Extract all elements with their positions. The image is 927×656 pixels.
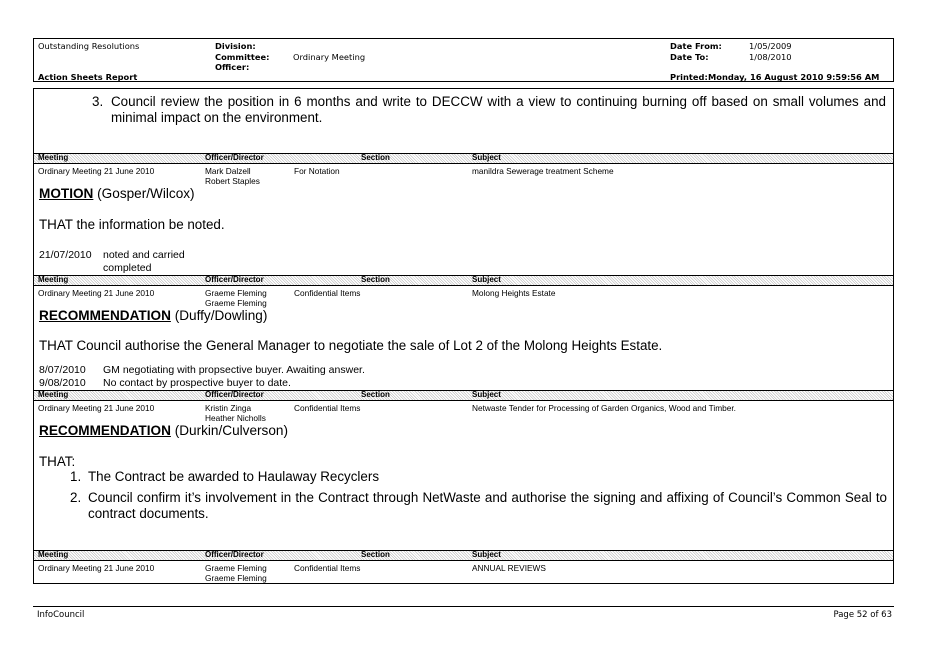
item-meeting: Ordinary Meeting 21 June 2010 [38,166,155,176]
col-section: Section [361,153,390,162]
item-officer: Graeme Fleming [205,563,267,573]
col-meeting: Meeting [38,550,69,559]
continuation-number: 3. [92,94,104,109]
point-text: Council confirm it’s involvement in the Contract through NetWaste and authorise the signing and affixing of Council’s Common Seal to [88,490,887,505]
col-meeting: Meeting [38,153,69,162]
resolution-text: THAT Council authorise the General Manager to negotiate the sale of Lot 2 of the Molong Heights Estate. [39,338,663,353]
col-subject: Subject [472,390,501,399]
col-subject: Subject [472,550,501,559]
col-section: Section [361,550,390,559]
committee-label: Committee: [215,52,270,62]
item-meeting: Ordinary Meeting 21 June 2010 [38,288,155,298]
resolution-heading [39,308,267,324]
resolution-type: RECOMMENDATION [39,308,171,323]
note-text: No contact by prospective buyer to date. [103,377,291,389]
item-subject: ANNUAL REVIEWS [472,563,546,573]
printed-value: Monday, 16 August 2010 9:59:56 AM [708,72,880,82]
col-section: Section [361,390,390,399]
col-meeting: Meeting [38,275,69,284]
footer-brand: InfoCouncil [37,610,85,620]
item-section: For Notation [294,166,340,176]
resolution-heading [39,186,195,202]
column-header-bar [34,390,893,401]
item-officer: Graeme Fleming [205,298,267,308]
report-type: Action Sheets Report [38,72,138,82]
col-officer: Officer/Director [205,275,264,284]
item-section: Confidential Items [294,403,361,413]
action-sheet-body [33,88,894,584]
printed-label: Printed: [670,72,708,82]
note-text: GM negotiating with propsective buyer. Awaiting answer. [103,364,365,376]
date-to-value: 1/08/2010 [749,52,792,62]
col-subject: Subject [472,153,501,162]
point-number: 1. [70,469,82,484]
note-text: completed [103,262,152,274]
col-officer: Officer/Director [205,550,264,559]
col-officer: Officer/Director [205,153,264,162]
item-officer: Heather Nicholls [205,413,266,423]
date-from-value: 1/05/2009 [749,41,792,51]
point-text: The Contract be awarded to Haulaway Recyclers [88,469,380,484]
page-number: Page 52 of 63 [833,610,892,620]
col-officer: Officer/Director [205,390,264,399]
resolution-heading [39,423,288,439]
resolution-text: THAT the information be noted. [39,217,225,232]
item-meeting: Ordinary Meeting 21 June 2010 [38,403,155,413]
note-date: 8/07/2010 [39,364,86,376]
item-subject: Molong Heights Estate [472,288,556,298]
item-subject: manildra Sewerage treatment Scheme [472,166,614,176]
item-section: Confidential Items [294,288,361,298]
resolution-movers: (Durkin/Culverson) [174,423,288,438]
division-label: Division: [215,41,256,51]
item-meeting: Ordinary Meeting 21 June 2010 [38,563,155,573]
item-subject: Netwaste Tender for Processing of Garden Organics, Wood and Timber. [472,403,736,413]
note-date: 9/08/2010 [39,377,86,389]
item-officer: Kristin Zinga [205,403,252,413]
resolution-type: MOTION [39,186,94,201]
point-text: contract documents. [88,506,209,521]
resolution-movers: (Duffy/Dowling) [174,308,268,323]
resolution-type: RECOMMENDATION [39,423,171,438]
col-meeting: Meeting [38,390,69,399]
column-header-bar [34,153,893,164]
date-from-label: Date From: [670,41,722,51]
report-header [33,38,894,82]
resolution-movers: (Gosper/Wilcox) [97,186,195,201]
date-to-label: Date To: [670,52,709,62]
col-section: Section [361,275,390,284]
report-name: Outstanding Resolutions [38,41,140,51]
item-officer: Graeme Fleming [205,573,267,583]
item-officer: Robert Staples [205,176,260,186]
officer-label: Officer: [215,62,250,72]
note-text: noted and carried [103,249,185,261]
continuation-line-1: Council review the position in 6 months and write to DECCW with a view to continuing burning off based on small volumes and [111,94,886,109]
note-date: 21/07/2010 [39,249,92,261]
continuation-line-2: minimal impact on the environment. [111,110,323,125]
resolution-intro: THAT: [39,454,76,469]
col-subject: Subject [472,275,501,284]
committee-value: Ordinary Meeting [293,52,366,62]
footer-rule [33,606,894,607]
item-officer: Mark Dalzell [205,166,251,176]
column-header-bar [34,275,893,286]
item-section: Confidential Items [294,563,361,573]
point-number: 2. [70,490,82,505]
column-header-bar [34,550,893,561]
item-officer: Graeme Fleming [205,288,267,298]
